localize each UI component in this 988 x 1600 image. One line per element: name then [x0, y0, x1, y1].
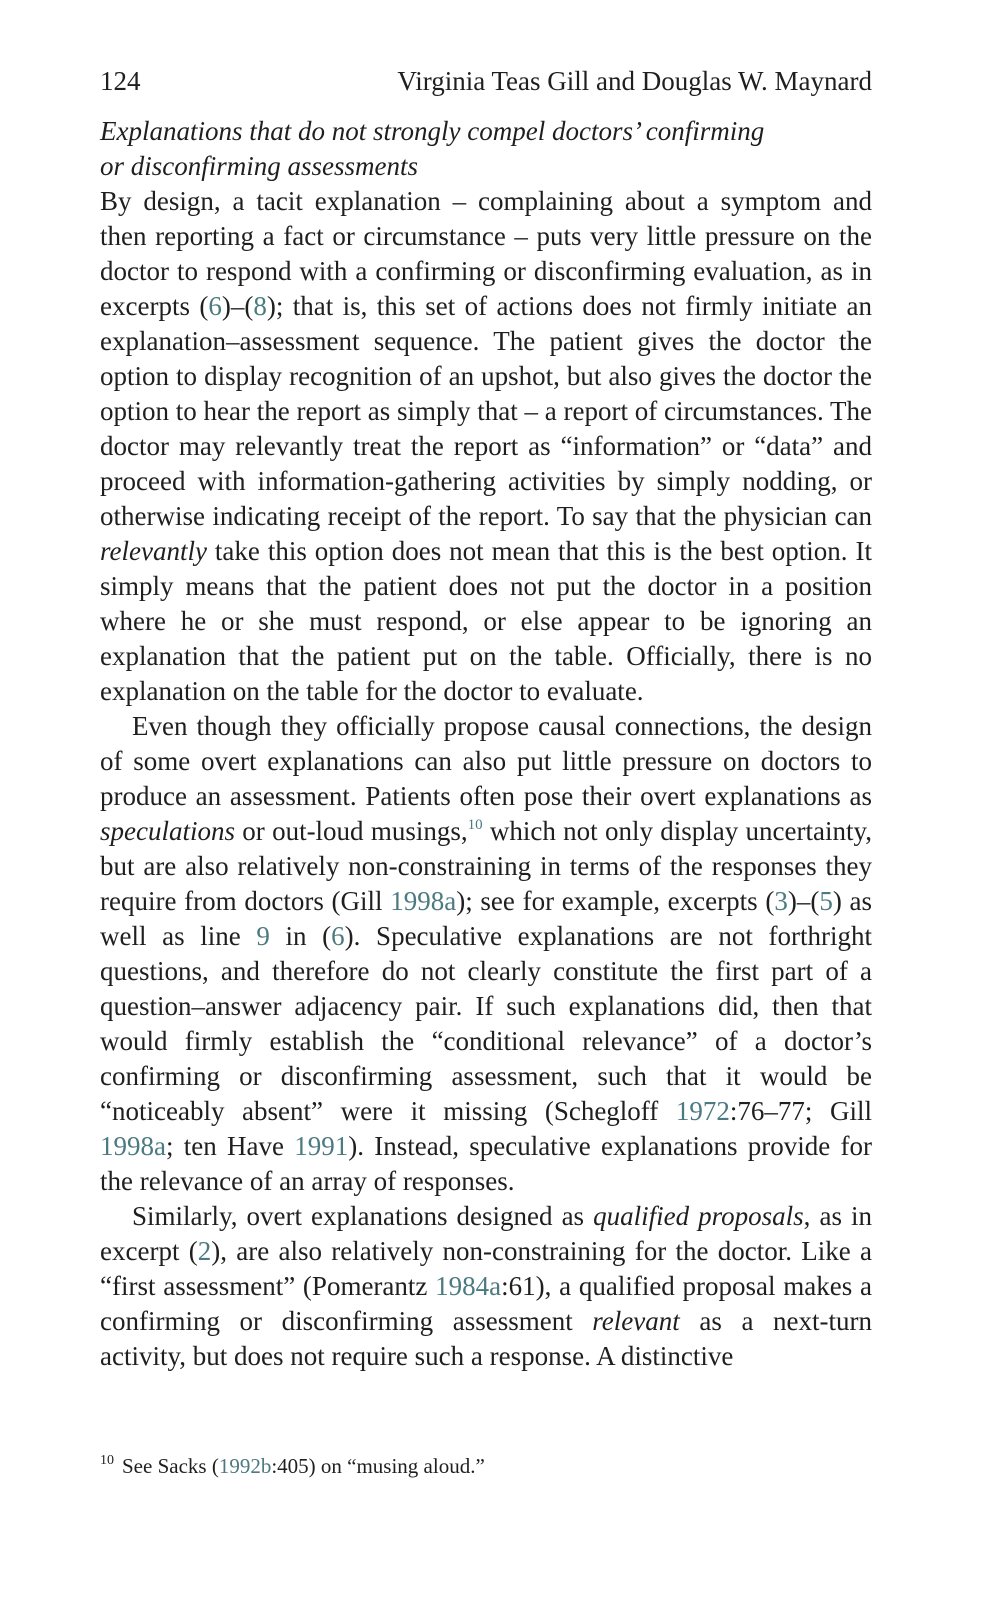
text-run: )–( [787, 886, 820, 916]
text-run: Even though they officially propose causal connections, the design of some overt explanations can also put little pressure on doctors to produce an assessment. Patients often pose their overt explanations as [100, 711, 872, 811]
text-run: ; ten Have [165, 1131, 295, 1161]
section-heading-line2: or disconfirming assessments [100, 151, 419, 181]
excerpt-link-5[interactable]: 5 [819, 886, 833, 916]
text-run: in ( [269, 921, 332, 951]
page-number: 124 [100, 66, 141, 96]
text-run: ); that is, this set of actions does not firmly initiate an explanation–assessment sequence. The patient gives the doctor the option to display recognition of an upshot, but also gives the doctor the option to hear the report as simply that – a report of circumstances. The doctor may relevantly treat the report as “information” or “data” and proceed with information-gathering activities by simply nodding, or otherwise indicating receipt of the report. To say that the physician can [100, 291, 872, 531]
paragraph-1 [100, 184, 872, 709]
emphasis: speculations [100, 816, 235, 846]
text-run: :76–77; Gill [729, 1096, 872, 1126]
emphasis: relevantly [100, 536, 207, 566]
text-run: ) as well as line [100, 886, 872, 951]
text-run: By design, a tacit explanation – complaining about a symptom and then reporting a fact or circumstance – puts very little pressure on the doctor to respond with a confirming or disconfirming evaluation, as in excerpts ( [100, 186, 872, 321]
text-run: ). Instead, speculative explanations provide for the relevance of an array of responses. [100, 1131, 872, 1196]
text-run: , as in excerpt ( [100, 1201, 872, 1266]
text-run: )–( [221, 291, 254, 321]
excerpt-link-6[interactable]: 6 [331, 921, 345, 951]
section-heading [100, 114, 872, 184]
excerpt-link-2[interactable]: 2 [197, 1236, 212, 1266]
text-run: :405) on “musing aloud.” [271, 1454, 485, 1478]
citation-link-tenhave-1991[interactable]: 1991 [294, 1131, 349, 1161]
text-run: ), are also relatively non-constraining for the doctor. Like a “first assessment” (Pomerantz [100, 1236, 872, 1301]
text-run: take this option does not mean that this is the best option. It simply means that the patient does not put the doctor in a position where he or she must respond, or else appear to be ignoring an explanation that the patient put on the table. Officially, there is no explanation on the table for the doctor to evaluate. [100, 536, 872, 706]
text-run: ); see for example, excerpts ( [456, 886, 775, 916]
citation-link-pomerantz-1984a[interactable]: 1984a [435, 1271, 502, 1301]
footnote-number: 10 [100, 1453, 114, 1468]
footnote-10 [100, 1452, 872, 1480]
text-run: which not only display uncertainty, but are also relatively non-constraining in terms of the responses they require from doctors (Gill [100, 816, 872, 916]
citation-link-gill-1998a[interactable]: 1998a [390, 886, 457, 916]
text-run: :61), a qualified proposal makes a confirming or disconfirming assessment [100, 1271, 872, 1336]
running-head [100, 60, 872, 102]
running-head-authors: Virginia Teas Gill and Douglas W. Maynard [397, 66, 872, 96]
emphasis: qualified proposals [593, 1201, 804, 1231]
excerpt-link-6[interactable]: 6 [208, 291, 222, 321]
excerpt-link-3[interactable]: 3 [774, 886, 788, 916]
section-heading-line1: Explanations that do not strongly compel doctors’ confirming [100, 116, 765, 146]
emphasis: relevant [592, 1306, 680, 1336]
paragraph-2 [100, 709, 872, 1199]
citation-link-schegloff-1972[interactable]: 1972 [675, 1096, 730, 1126]
citation-link-sacks-1992b[interactable]: 1992b [218, 1454, 272, 1478]
text-run: Similarly, overt explanations designed as [132, 1201, 594, 1231]
footnote-ref-10[interactable]: 10 [467, 817, 483, 833]
text-run: ). Speculative explanations are not forthright questions, and therefore do not clearly constitute the first part of a question–answer adjacency pair. If such explanations did, then that would firmly establish the “conditional relevance” of a doctor’s confirming or disconfirming assessment, such that it would be “noticeably absent” were it missing (Schegloff [100, 921, 872, 1126]
text-run: as a next-turn activity, but does not require such a response. A distinctive [100, 1306, 872, 1371]
citation-link-gill-1998a[interactable]: 1998a [100, 1131, 166, 1161]
line-link-9[interactable]: 9 [256, 921, 270, 951]
text-run: or out-loud musings, [235, 816, 468, 846]
paragraph-3 [100, 1199, 872, 1374]
excerpt-link-8[interactable]: 8 [253, 291, 267, 321]
page-body [100, 60, 872, 1374]
text-run: See Sacks ( [122, 1454, 219, 1478]
